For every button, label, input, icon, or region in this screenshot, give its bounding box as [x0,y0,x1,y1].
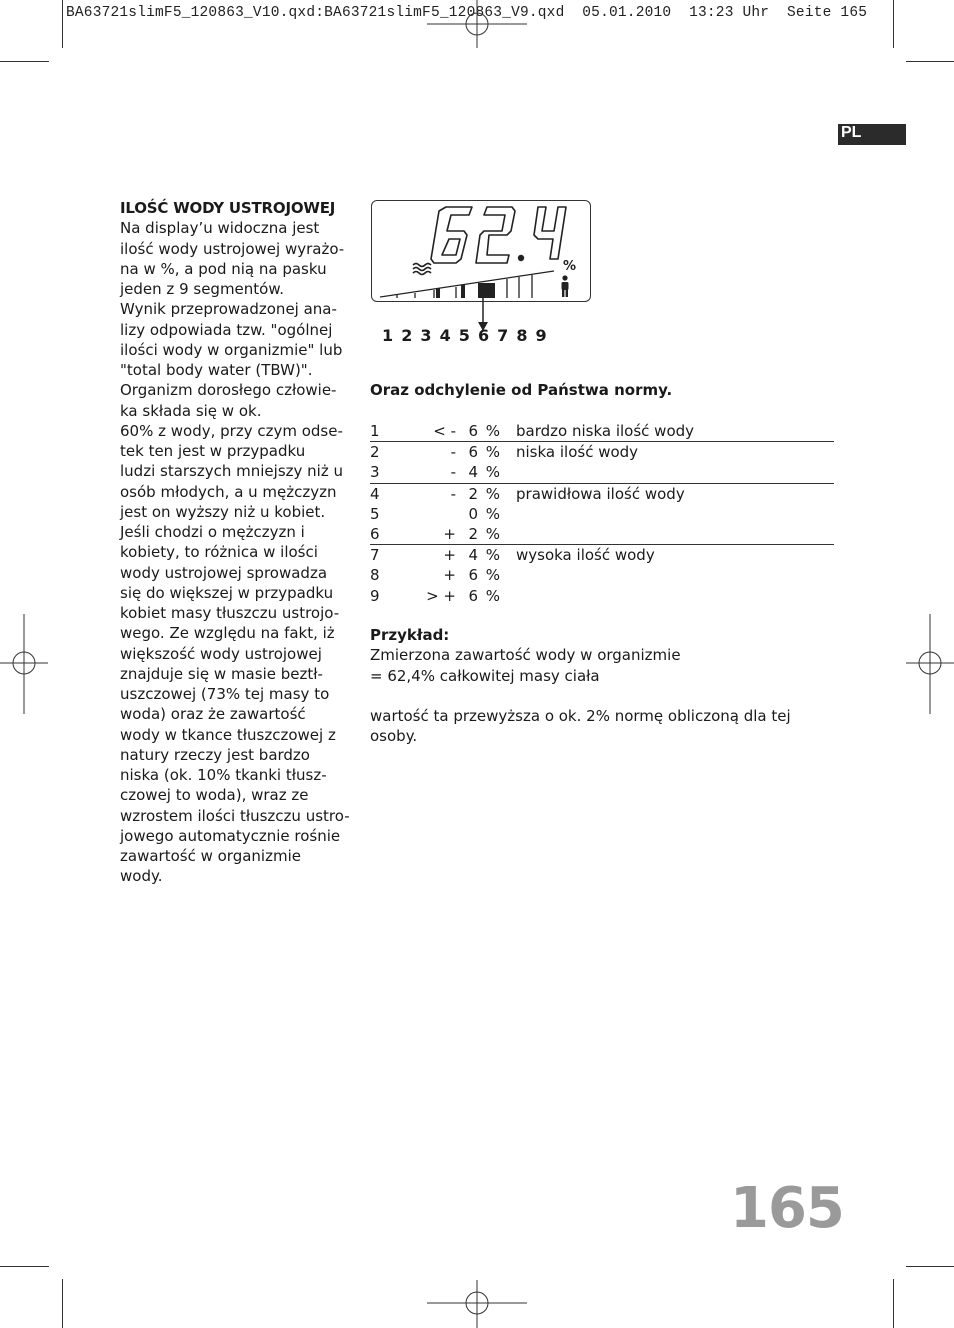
level-cell: 1 [370,421,410,442]
scale-label: 4 [439,326,451,345]
description-line: ludzi starszych mniejszy niż u [120,462,343,481]
description-line: na w %, a pod nią na pasku [120,259,327,278]
crop-mark [0,1266,49,1267]
description-line: kobiety, to różnica w ilości [120,543,318,562]
description-line: ilość wody ustrojowej wyrażo- [120,239,345,258]
description-line: Jeśli chodzi o mężczyzn i [120,523,305,541]
description-line: Na display’u widoczna jest [120,219,320,238]
percent-cell: % [485,504,500,523]
crop-mark [893,1279,894,1328]
table-row [370,462,834,483]
level-cell: 4 [370,484,380,503]
description-line: kobiet masy tłuszczu ustrojo- [120,604,340,622]
level-cell: 9 [370,586,380,605]
crop-mark [62,0,63,48]
description-line: woda) oraz że zawartość [120,705,306,724]
percent-cell: % [478,421,504,442]
description-line: jest on wyższy niż u kobiet. [120,502,326,521]
value-cell: 6 [460,421,478,442]
example-conclusion: wartość ta przewyższa o ok. 2% normę obliczoną dla tej osoby. [370,707,791,746]
sign-cell: - [410,462,460,483]
table-row [370,504,834,524]
scale-display-illustration [371,200,591,302]
percent-cell: % [478,462,504,483]
sign-cell: + [443,566,456,585]
description-line: ka składa się w ok. [120,401,262,420]
percent-sign: % [563,259,577,274]
value-cell: 6 [468,586,478,605]
description-line: jowego automatycznie rośnie [120,826,341,845]
value-cell: 4 [468,546,478,565]
value-cell: 2 [460,524,478,545]
description-line: osób młodych, a u mężczyzn [120,482,337,501]
person-icon [562,275,569,297]
description-line: Organizm dorosłego człowie- [120,381,337,400]
deviation-table [370,421,834,606]
description-line: niska (ok. 10% tkanki tłusz- [120,766,327,784]
description-line: Wynik przeprowadzonej ana- [120,300,337,319]
description-line: natury rzeczy jest bardzo [120,745,310,764]
percent-cell: % [485,443,500,462]
description-line: "total body water (TBW)". [120,361,313,379]
segment-scale-labels [382,326,555,345]
percent-cell: % [485,484,500,503]
decimal-point [518,255,524,261]
registration-mark-icon [906,614,954,714]
value-cell: 2 [468,484,478,503]
scale-label: 5 [458,326,470,345]
description-cell [504,565,834,585]
scale-label: 1 [382,326,394,345]
description-cell: wysoka ilość wody [516,546,655,565]
table-row [370,483,834,504]
example-heading: Przykład: [370,626,450,644]
description-line: wody w tkance tłuszczowej z [120,725,336,744]
percent-cell: % [478,524,504,545]
crop-mark [906,1266,954,1267]
description-line: ilości wody w organizmie" lub [120,340,343,359]
percent-cell: % [485,586,500,605]
registration-mark-icon [427,0,527,48]
level-cell: 3 [370,462,410,483]
description-line: wody. [120,867,163,886]
scale-label: 8 [516,326,528,345]
example-line: = 62,4% całkowitej masy ciała [370,666,600,685]
crop-mark [0,61,49,62]
sign-cell: - [450,484,456,503]
percent-cell: % [485,566,500,585]
registration-mark-icon [427,1280,527,1328]
description-line: się do większej w przypadku [120,583,334,602]
language-tab: PL [838,124,906,145]
description-cell [504,504,834,524]
value-cell: 6 [468,443,478,462]
value-cell: 0 [468,504,478,523]
description-line: 60% z wody, przy czym odse- [120,421,343,440]
level-cell: 5 [370,504,380,523]
scale-label: 6 [477,326,490,345]
example-line: Zmierzona zawartość wody w organizmie [370,646,681,665]
description-cell [504,462,834,483]
print-slug: BA63721slimF5_120863_V10.qxd:BA63721slimF5_120863_V9.qxd 05.01.2010 13:23 Uhr Seite 165 [66,5,868,21]
sign-cell: + [443,546,456,565]
description-line: wody ustrojowej sprowadza [120,563,328,582]
description-line: jeden z 9 segmentów. [120,280,285,298]
description-line: lizy odpowiada tzw. "ogólnej [120,320,333,339]
description-line: znajduje się w masie beztł- [120,664,323,683]
description-line: wzrostem ilości tłuszczu ustro- [120,806,350,825]
scale-label: 3 [420,326,432,345]
table-row [370,524,834,545]
scale-label: 7 [497,326,509,345]
table-row [370,442,834,463]
sign-cell: - [450,443,456,462]
description-line: większość wody ustrojowej [120,644,322,663]
description-cell: niska ilość wody [516,443,639,462]
description-cell [504,524,834,545]
water-description-column [120,198,350,887]
description-line: wego. Ze względu na fakt, iż [120,624,335,643]
section-heading: ILOŚĆ WODY USTROJOWEJ [120,199,336,217]
sign-cell: + [410,524,460,545]
sign-cell [410,504,460,524]
table-row [370,586,834,606]
deviation-heading: Oraz odchylenie od Państwa normy. [370,381,673,399]
sign-cell: > + [426,586,456,605]
crop-mark [893,0,894,48]
page-number: 165 [730,1176,844,1241]
scale-label: 2 [401,326,413,345]
example-section [370,625,840,747]
percent-cell: % [485,546,500,565]
description-line: uszczowej (73% tej masy to [120,685,330,703]
sign-cell: < - [410,421,460,442]
table-row [370,421,834,442]
level-cell: 7 [370,546,380,565]
crop-mark [906,61,954,62]
description-cell: bardzo niska ilość wody [504,421,834,442]
description-line: tek ten jest w przypadku [120,442,306,460]
crop-mark [62,1279,63,1328]
scale-label: 9 [535,326,547,345]
water-waves-icon [413,264,431,275]
description-cell: prawidłowa ilość wody [516,484,685,503]
value-cell: 4 [460,462,478,483]
description-line: zawartość w organizmie [120,847,301,865]
value-cell: 6 [468,566,478,585]
lcd-display [372,201,590,301]
level-cell: 6 [370,524,410,545]
description-line: czowej to woda), wraz ze [120,786,309,805]
table-row [370,565,834,585]
description-text [120,218,350,886]
description-cell [504,586,834,606]
level-cell: 8 [370,566,380,585]
registration-mark-icon [0,614,48,714]
level-cell: 2 [370,443,380,462]
table-row [370,545,834,566]
